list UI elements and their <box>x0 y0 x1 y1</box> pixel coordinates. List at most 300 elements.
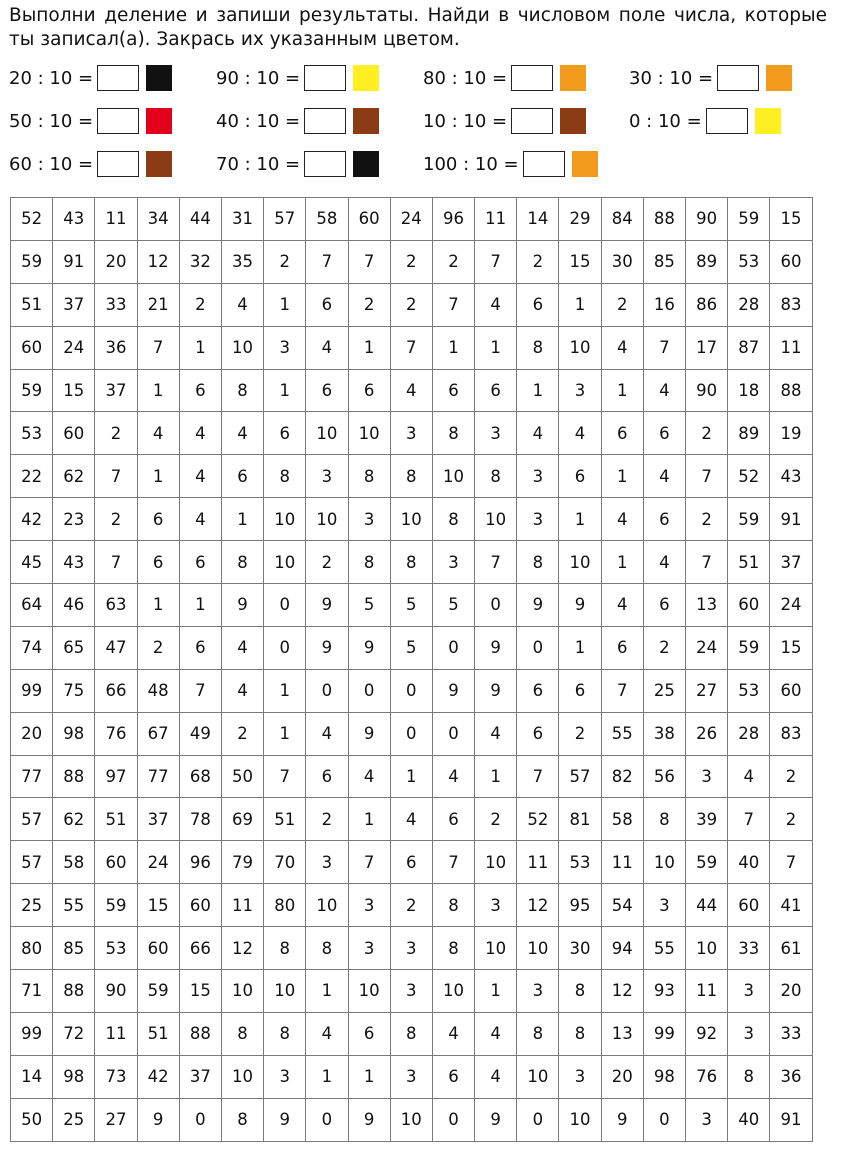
grid-cell[interactable]: 1 <box>601 369 643 412</box>
grid-cell[interactable]: 54 <box>601 884 643 927</box>
grid-cell[interactable]: 10 <box>475 841 517 884</box>
grid-cell[interactable]: 94 <box>601 927 643 970</box>
grid-cell[interactable]: 51 <box>137 1012 179 1055</box>
grid-cell[interactable]: 1 <box>475 755 517 798</box>
grid-cell[interactable]: 37 <box>53 283 95 326</box>
grid-cell[interactable]: 11 <box>686 970 728 1013</box>
grid-cell[interactable]: 81 <box>559 798 601 841</box>
grid-cell[interactable]: 2 <box>179 283 221 326</box>
grid-cell[interactable]: 4 <box>179 412 221 455</box>
grid-cell[interactable]: 36 <box>95 326 137 369</box>
grid-cell[interactable]: 80 <box>264 884 306 927</box>
grid-cell[interactable]: 8 <box>517 326 559 369</box>
grid-cell[interactable]: 2 <box>306 541 348 584</box>
grid-cell[interactable]: 96 <box>179 841 221 884</box>
grid-cell[interactable]: 97 <box>95 755 137 798</box>
grid-cell[interactable]: 56 <box>643 755 685 798</box>
grid-cell[interactable]: 75 <box>53 669 95 712</box>
grid-cell[interactable]: 20 <box>770 970 812 1013</box>
grid-cell[interactable]: 20 <box>601 1055 643 1098</box>
grid-cell[interactable]: 49 <box>179 712 221 755</box>
grid-cell[interactable]: 8 <box>221 369 263 412</box>
grid-cell[interactable]: 7 <box>137 326 179 369</box>
grid-cell[interactable]: 12 <box>517 884 559 927</box>
grid-cell[interactable]: 6 <box>432 369 474 412</box>
grid-cell[interactable]: 8 <box>348 541 390 584</box>
grid-cell[interactable]: 39 <box>686 798 728 841</box>
grid-cell[interactable]: 4 <box>137 412 179 455</box>
grid-cell[interactable]: 60 <box>95 841 137 884</box>
grid-cell[interactable]: 66 <box>179 927 221 970</box>
grid-cell[interactable]: 17 <box>686 326 728 369</box>
grid-cell[interactable]: 4 <box>179 498 221 541</box>
grid-cell[interactable]: 88 <box>770 369 812 412</box>
grid-cell[interactable]: 4 <box>517 412 559 455</box>
grid-cell[interactable]: 6 <box>306 283 348 326</box>
grid-cell[interactable]: 7 <box>390 326 432 369</box>
grid-cell[interactable]: 6 <box>179 626 221 669</box>
answer-box[interactable] <box>706 108 748 134</box>
grid-cell[interactable]: 61 <box>770 927 812 970</box>
grid-cell[interactable]: 1 <box>137 455 179 498</box>
grid-cell[interactable]: 3 <box>728 970 770 1013</box>
grid-cell[interactable]: 88 <box>643 198 685 241</box>
grid-cell[interactable]: 32 <box>179 240 221 283</box>
grid-cell[interactable]: 4 <box>601 326 643 369</box>
grid-cell[interactable]: 4 <box>221 669 263 712</box>
grid-cell[interactable]: 80 <box>11 927 53 970</box>
grid-cell[interactable]: 1 <box>601 455 643 498</box>
grid-cell[interactable]: 2 <box>137 626 179 669</box>
grid-cell[interactable]: 57 <box>11 841 53 884</box>
grid-cell[interactable]: 7 <box>643 326 685 369</box>
grid-cell[interactable]: 47 <box>95 626 137 669</box>
grid-cell[interactable]: 6 <box>221 455 263 498</box>
grid-cell[interactable]: 10 <box>348 412 390 455</box>
grid-cell[interactable]: 50 <box>11 1098 53 1141</box>
grid-cell[interactable]: 33 <box>770 1012 812 1055</box>
grid-cell[interactable]: 7 <box>179 669 221 712</box>
grid-cell[interactable]: 74 <box>11 626 53 669</box>
grid-cell[interactable]: 6 <box>559 669 601 712</box>
grid-cell[interactable]: 60 <box>728 884 770 927</box>
grid-cell[interactable]: 3 <box>517 970 559 1013</box>
grid-cell[interactable]: 2 <box>221 712 263 755</box>
grid-cell[interactable]: 59 <box>137 970 179 1013</box>
grid-cell[interactable]: 77 <box>137 755 179 798</box>
grid-cell[interactable]: 1 <box>264 283 306 326</box>
grid-cell[interactable]: 10 <box>432 970 474 1013</box>
grid-cell[interactable]: 4 <box>643 455 685 498</box>
grid-cell[interactable]: 3 <box>390 927 432 970</box>
grid-cell[interactable]: 3 <box>643 884 685 927</box>
grid-cell[interactable]: 25 <box>11 884 53 927</box>
grid-cell[interactable]: 10 <box>559 541 601 584</box>
grid-cell[interactable]: 3 <box>348 927 390 970</box>
grid-cell[interactable]: 2 <box>390 283 432 326</box>
grid-cell[interactable]: 71 <box>11 970 53 1013</box>
grid-cell[interactable]: 89 <box>728 412 770 455</box>
grid-cell[interactable]: 10 <box>475 927 517 970</box>
grid-cell[interactable]: 10 <box>475 498 517 541</box>
grid-cell[interactable]: 8 <box>475 455 517 498</box>
grid-cell[interactable]: 18 <box>728 369 770 412</box>
grid-cell[interactable]: 66 <box>95 669 137 712</box>
grid-cell[interactable]: 11 <box>95 1012 137 1055</box>
grid-cell[interactable]: 3 <box>728 1012 770 1055</box>
grid-cell[interactable]: 92 <box>686 1012 728 1055</box>
grid-cell[interactable]: 9 <box>348 712 390 755</box>
grid-cell[interactable]: 90 <box>95 970 137 1013</box>
grid-cell[interactable]: 7 <box>517 755 559 798</box>
grid-cell[interactable]: 6 <box>306 755 348 798</box>
grid-cell[interactable]: 38 <box>643 712 685 755</box>
grid-cell[interactable]: 10 <box>264 541 306 584</box>
answer-box[interactable] <box>717 65 759 91</box>
grid-cell[interactable]: 1 <box>559 626 601 669</box>
grid-cell[interactable]: 7 <box>686 541 728 584</box>
grid-cell[interactable]: 1 <box>306 1055 348 1098</box>
grid-cell[interactable]: 59 <box>11 369 53 412</box>
grid-cell[interactable]: 4 <box>475 712 517 755</box>
grid-cell[interactable]: 10 <box>686 927 728 970</box>
grid-cell[interactable]: 65 <box>53 626 95 669</box>
grid-cell[interactable]: 4 <box>601 584 643 627</box>
grid-cell[interactable]: 46 <box>53 584 95 627</box>
grid-cell[interactable]: 33 <box>95 283 137 326</box>
answer-box[interactable] <box>97 108 139 134</box>
grid-cell[interactable]: 6 <box>179 369 221 412</box>
grid-cell[interactable]: 59 <box>728 626 770 669</box>
grid-cell[interactable]: 9 <box>264 1098 306 1141</box>
grid-cell[interactable]: 7 <box>770 841 812 884</box>
grid-cell[interactable]: 25 <box>53 1098 95 1141</box>
grid-cell[interactable]: 24 <box>770 584 812 627</box>
grid-cell[interactable]: 91 <box>53 240 95 283</box>
grid-cell[interactable]: 98 <box>53 712 95 755</box>
grid-cell[interactable]: 8 <box>559 970 601 1013</box>
grid-cell[interactable]: 44 <box>686 884 728 927</box>
grid-cell[interactable]: 83 <box>770 712 812 755</box>
grid-cell[interactable]: 4 <box>306 712 348 755</box>
grid-cell[interactable]: 9 <box>517 584 559 627</box>
grid-cell[interactable]: 77 <box>11 755 53 798</box>
grid-cell[interactable]: 8 <box>264 927 306 970</box>
grid-cell[interactable]: 1 <box>306 970 348 1013</box>
grid-cell[interactable]: 6 <box>643 498 685 541</box>
grid-cell[interactable]: 4 <box>643 369 685 412</box>
grid-cell[interactable]: 2 <box>686 412 728 455</box>
grid-cell[interactable]: 3 <box>559 1055 601 1098</box>
grid-cell[interactable]: 6 <box>601 412 643 455</box>
grid-cell[interactable]: 8 <box>432 498 474 541</box>
grid-cell[interactable]: 57 <box>11 798 53 841</box>
grid-cell[interactable]: 40 <box>728 1098 770 1141</box>
grid-cell[interactable]: 85 <box>53 927 95 970</box>
grid-cell[interactable]: 0 <box>390 712 432 755</box>
grid-cell[interactable]: 0 <box>264 584 306 627</box>
grid-cell[interactable]: 58 <box>53 841 95 884</box>
grid-cell[interactable]: 63 <box>95 584 137 627</box>
grid-cell[interactable]: 72 <box>53 1012 95 1055</box>
grid-cell[interactable]: 60 <box>11 326 53 369</box>
grid-cell[interactable]: 64 <box>11 584 53 627</box>
grid-cell[interactable]: 9 <box>432 669 474 712</box>
grid-cell[interactable]: 58 <box>601 798 643 841</box>
grid-cell[interactable]: 10 <box>264 970 306 1013</box>
grid-cell[interactable]: 14 <box>11 1055 53 1098</box>
grid-cell[interactable]: 10 <box>306 412 348 455</box>
grid-cell[interactable]: 55 <box>53 884 95 927</box>
grid-cell[interactable]: 10 <box>348 970 390 1013</box>
grid-cell[interactable]: 4 <box>306 326 348 369</box>
grid-cell[interactable]: 6 <box>390 841 432 884</box>
grid-cell[interactable]: 1 <box>475 326 517 369</box>
grid-cell[interactable]: 73 <box>95 1055 137 1098</box>
grid-cell[interactable]: 3 <box>559 369 601 412</box>
grid-cell[interactable]: 35 <box>221 240 263 283</box>
grid-cell[interactable]: 1 <box>475 970 517 1013</box>
grid-cell[interactable]: 2 <box>686 498 728 541</box>
grid-cell[interactable]: 99 <box>11 669 53 712</box>
grid-cell[interactable]: 4 <box>221 283 263 326</box>
grid-cell[interactable]: 8 <box>390 455 432 498</box>
grid-cell[interactable]: 96 <box>432 198 474 241</box>
grid-cell[interactable]: 10 <box>390 498 432 541</box>
grid-cell[interactable]: 6 <box>264 412 306 455</box>
grid-cell[interactable]: 6 <box>517 669 559 712</box>
grid-cell[interactable]: 4 <box>475 1055 517 1098</box>
answer-box[interactable] <box>304 65 346 91</box>
grid-cell[interactable]: 1 <box>559 283 601 326</box>
grid-cell[interactable]: 6 <box>517 283 559 326</box>
grid-cell[interactable]: 85 <box>643 240 685 283</box>
grid-cell[interactable]: 42 <box>11 498 53 541</box>
grid-cell[interactable]: 36 <box>770 1055 812 1098</box>
grid-cell[interactable]: 1 <box>221 498 263 541</box>
grid-cell[interactable]: 3 <box>390 970 432 1013</box>
grid-cell[interactable]: 10 <box>306 884 348 927</box>
grid-cell[interactable]: 99 <box>11 1012 53 1055</box>
grid-cell[interactable]: 6 <box>137 498 179 541</box>
grid-cell[interactable]: 24 <box>137 841 179 884</box>
answer-box[interactable] <box>97 151 139 177</box>
answer-box[interactable] <box>304 108 346 134</box>
grid-cell[interactable]: 2 <box>559 712 601 755</box>
grid-cell[interactable]: 7 <box>475 541 517 584</box>
grid-cell[interactable]: 43 <box>53 198 95 241</box>
grid-cell[interactable]: 8 <box>221 1098 263 1141</box>
grid-cell[interactable]: 7 <box>686 455 728 498</box>
grid-cell[interactable]: 6 <box>432 798 474 841</box>
grid-cell[interactable]: 8 <box>221 1012 263 1055</box>
grid-cell[interactable]: 3 <box>306 455 348 498</box>
answer-box[interactable] <box>511 108 553 134</box>
grid-cell[interactable]: 60 <box>348 198 390 241</box>
grid-cell[interactable]: 8 <box>432 884 474 927</box>
answer-box[interactable] <box>511 65 553 91</box>
grid-cell[interactable]: 88 <box>53 970 95 1013</box>
grid-cell[interactable]: 15 <box>137 884 179 927</box>
grid-cell[interactable]: 12 <box>601 970 643 1013</box>
grid-cell[interactable]: 62 <box>53 798 95 841</box>
grid-cell[interactable]: 16 <box>643 283 685 326</box>
grid-cell[interactable]: 11 <box>517 841 559 884</box>
grid-cell[interactable]: 1 <box>264 369 306 412</box>
grid-cell[interactable]: 98 <box>53 1055 95 1098</box>
grid-cell[interactable]: 57 <box>559 755 601 798</box>
grid-cell[interactable]: 6 <box>517 712 559 755</box>
grid-cell[interactable]: 87 <box>728 326 770 369</box>
grid-cell[interactable]: 10 <box>517 927 559 970</box>
grid-cell[interactable]: 0 <box>517 1098 559 1141</box>
grid-cell[interactable]: 78 <box>179 798 221 841</box>
grid-cell[interactable]: 13 <box>601 1012 643 1055</box>
grid-cell[interactable]: 15 <box>179 970 221 1013</box>
grid-cell[interactable]: 4 <box>601 498 643 541</box>
grid-cell[interactable]: 88 <box>179 1012 221 1055</box>
grid-cell[interactable]: 2 <box>517 240 559 283</box>
grid-cell[interactable]: 42 <box>137 1055 179 1098</box>
grid-cell[interactable]: 6 <box>348 369 390 412</box>
grid-cell[interactable]: 23 <box>53 498 95 541</box>
grid-cell[interactable]: 6 <box>601 626 643 669</box>
grid-cell[interactable]: 53 <box>559 841 601 884</box>
grid-cell[interactable]: 10 <box>559 1098 601 1141</box>
grid-cell[interactable]: 62 <box>53 455 95 498</box>
grid-cell[interactable]: 7 <box>728 798 770 841</box>
grid-cell[interactable]: 2 <box>390 240 432 283</box>
grid-cell[interactable]: 9 <box>559 584 601 627</box>
grid-cell[interactable]: 9 <box>475 669 517 712</box>
grid-cell[interactable]: 1 <box>179 584 221 627</box>
grid-cell[interactable]: 3 <box>517 498 559 541</box>
grid-cell[interactable]: 88 <box>53 755 95 798</box>
grid-cell[interactable]: 10 <box>221 970 263 1013</box>
grid-cell[interactable]: 53 <box>95 927 137 970</box>
grid-cell[interactable]: 4 <box>306 1012 348 1055</box>
grid-cell[interactable]: 8 <box>432 412 474 455</box>
grid-cell[interactable]: 15 <box>770 198 812 241</box>
grid-cell[interactable]: 45 <box>11 541 53 584</box>
grid-cell[interactable]: 0 <box>179 1098 221 1141</box>
grid-cell[interactable]: 9 <box>348 1098 390 1141</box>
grid-cell[interactable]: 93 <box>643 970 685 1013</box>
grid-cell[interactable]: 52 <box>728 455 770 498</box>
grid-cell[interactable]: 26 <box>686 712 728 755</box>
grid-cell[interactable]: 15 <box>770 626 812 669</box>
grid-cell[interactable]: 6 <box>432 1055 474 1098</box>
grid-cell[interactable]: 60 <box>137 927 179 970</box>
grid-cell[interactable]: 7 <box>348 841 390 884</box>
grid-cell[interactable]: 9 <box>306 626 348 669</box>
grid-cell[interactable]: 59 <box>95 884 137 927</box>
grid-cell[interactable]: 11 <box>95 198 137 241</box>
grid-cell[interactable]: 3 <box>686 1098 728 1141</box>
grid-cell[interactable]: 70 <box>264 841 306 884</box>
answer-box[interactable] <box>97 65 139 91</box>
grid-cell[interactable]: 9 <box>475 1098 517 1141</box>
grid-cell[interactable]: 4 <box>475 283 517 326</box>
grid-cell[interactable]: 8 <box>348 455 390 498</box>
grid-cell[interactable]: 27 <box>95 1098 137 1141</box>
grid-cell[interactable]: 9 <box>475 626 517 669</box>
grid-cell[interactable]: 7 <box>432 841 474 884</box>
grid-cell[interactable]: 10 <box>306 498 348 541</box>
grid-cell[interactable]: 68 <box>179 755 221 798</box>
grid-cell[interactable]: 2 <box>95 498 137 541</box>
grid-cell[interactable]: 11 <box>221 884 263 927</box>
grid-cell[interactable]: 14 <box>517 198 559 241</box>
grid-cell[interactable]: 4 <box>643 541 685 584</box>
grid-cell[interactable]: 40 <box>728 841 770 884</box>
grid-cell[interactable]: 7 <box>95 541 137 584</box>
grid-cell[interactable]: 0 <box>643 1098 685 1141</box>
grid-cell[interactable]: 2 <box>601 283 643 326</box>
grid-cell[interactable]: 82 <box>601 755 643 798</box>
grid-cell[interactable]: 90 <box>686 369 728 412</box>
grid-cell[interactable]: 67 <box>137 712 179 755</box>
grid-cell[interactable]: 30 <box>559 927 601 970</box>
grid-cell[interactable]: 0 <box>432 1098 474 1141</box>
grid-cell[interactable]: 1 <box>137 369 179 412</box>
grid-cell[interactable]: 25 <box>643 669 685 712</box>
grid-cell[interactable]: 8 <box>221 541 263 584</box>
grid-cell[interactable]: 8 <box>517 1012 559 1055</box>
grid-cell[interactable]: 37 <box>95 369 137 412</box>
grid-cell[interactable]: 3 <box>517 455 559 498</box>
grid-cell[interactable]: 7 <box>95 455 137 498</box>
grid-cell[interactable]: 6 <box>643 584 685 627</box>
grid-cell[interactable]: 91 <box>770 498 812 541</box>
grid-cell[interactable]: 3 <box>264 1055 306 1098</box>
grid-cell[interactable]: 4 <box>432 755 474 798</box>
grid-cell[interactable]: 43 <box>770 455 812 498</box>
grid-cell[interactable]: 91 <box>770 1098 812 1141</box>
grid-cell[interactable]: 4 <box>179 455 221 498</box>
grid-cell[interactable]: 31 <box>221 198 263 241</box>
grid-cell[interactable]: 1 <box>264 712 306 755</box>
grid-cell[interactable]: 10 <box>221 1055 263 1098</box>
grid-cell[interactable]: 3 <box>475 884 517 927</box>
grid-cell[interactable]: 0 <box>306 669 348 712</box>
grid-cell[interactable]: 6 <box>306 369 348 412</box>
grid-cell[interactable]: 24 <box>686 626 728 669</box>
grid-cell[interactable]: 59 <box>11 240 53 283</box>
grid-cell[interactable]: 9 <box>601 1098 643 1141</box>
grid-cell[interactable]: 4 <box>390 369 432 412</box>
grid-cell[interactable]: 76 <box>686 1055 728 1098</box>
grid-cell[interactable]: 8 <box>728 1055 770 1098</box>
grid-cell[interactable]: 86 <box>686 283 728 326</box>
grid-cell[interactable]: 3 <box>264 326 306 369</box>
grid-cell[interactable]: 6 <box>137 541 179 584</box>
grid-cell[interactable]: 33 <box>728 927 770 970</box>
grid-cell[interactable]: 34 <box>137 198 179 241</box>
grid-cell[interactable]: 1 <box>517 369 559 412</box>
grid-cell[interactable]: 13 <box>686 584 728 627</box>
grid-cell[interactable]: 1 <box>432 326 474 369</box>
grid-cell[interactable]: 0 <box>432 626 474 669</box>
grid-cell[interactable]: 6 <box>559 455 601 498</box>
grid-cell[interactable]: 24 <box>390 198 432 241</box>
grid-cell[interactable]: 53 <box>11 412 53 455</box>
grid-cell[interactable]: 27 <box>686 669 728 712</box>
grid-cell[interactable]: 12 <box>221 927 263 970</box>
grid-cell[interactable]: 30 <box>601 240 643 283</box>
grid-cell[interactable]: 53 <box>728 240 770 283</box>
grid-cell[interactable]: 55 <box>643 927 685 970</box>
